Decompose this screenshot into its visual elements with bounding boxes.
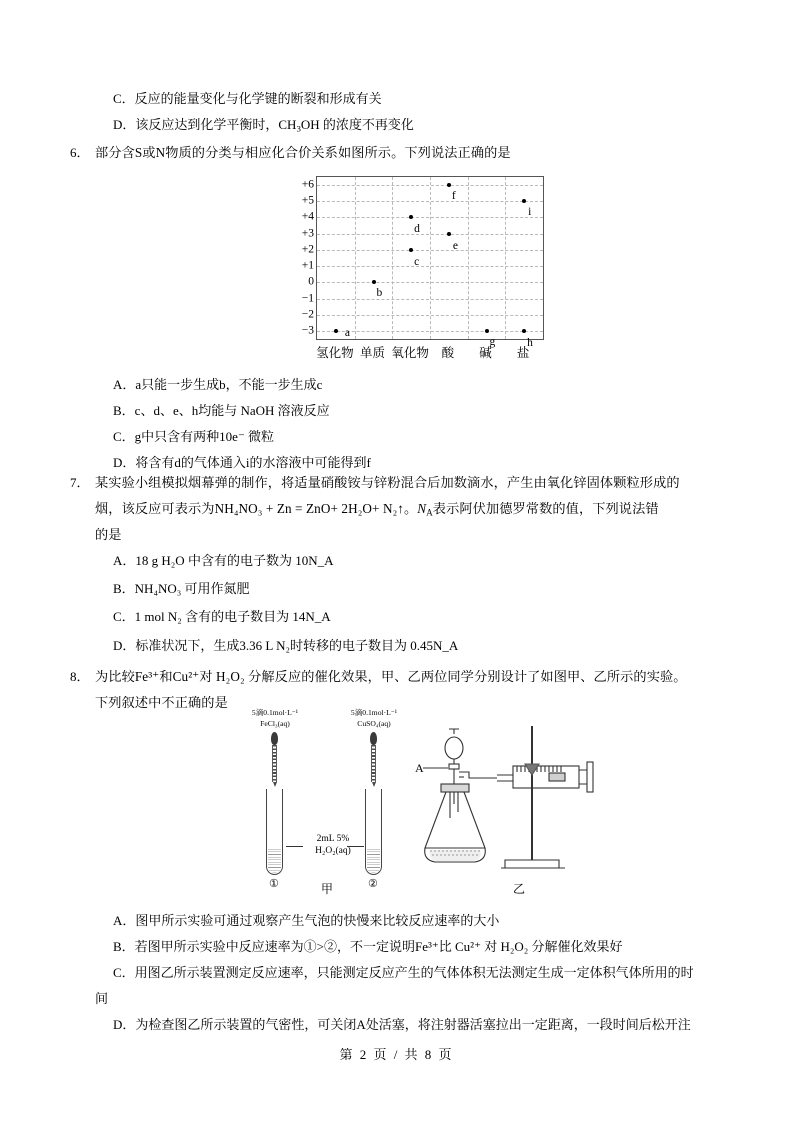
figure-yi-caption: 乙 xyxy=(513,882,526,896)
tube2-dropper-icon xyxy=(370,732,377,787)
tube2-dropper-label-line2: CuSO₄(aq) xyxy=(357,719,391,728)
test-tube-1-number: ① xyxy=(269,878,279,890)
chart-x-tick-label: 盐 xyxy=(516,346,530,360)
q7-stem-line2-a: 烟，该反应可表示为 xyxy=(95,501,215,516)
point-a-label: A xyxy=(415,761,424,775)
q7-equation: NH₄NO₃ + Zn = ZnO+ 2H₂O+ N₂↑ xyxy=(214,501,404,516)
tube1-dropper-label-line1: 5滴0.1mol·L⁻¹ xyxy=(251,708,299,717)
figure-jia-apparatus xyxy=(230,705,420,895)
q7-stem-line1: 某实验小组模拟烟幕弹的制作，将适量硝酸铵与锌粉混合后加数滴水，产生由氧化锌固体颗粒形成的 xyxy=(95,475,680,490)
q5-option-d-post: OH 的浓度不再变化 xyxy=(300,117,414,132)
q7-na-sub: A xyxy=(426,507,433,518)
q8-option-b: B．若图甲所示实验中反应速率为①>②，不一定说明Fe³⁺比 Cu²⁺ 对 H₂O₂ 分解催化效果好 xyxy=(113,939,623,954)
tube1-dropper-label-line2: FeCl₃(aq) xyxy=(260,719,290,728)
chart-data-point xyxy=(447,232,451,236)
q8-option-d: D．为检查图乙所示装置的气密性，可关闭A处活塞，将注射器活塞拉出一定距离，一段时间后松开注 xyxy=(113,1017,691,1032)
figure-yi-apparatus xyxy=(413,720,613,890)
page-footer: 第 2 页 / 共 8 页 xyxy=(339,1047,454,1062)
tube2-dropper-label-line1: 5滴0.1mol·L⁻¹ xyxy=(350,708,398,717)
chart-gridline-vertical xyxy=(468,177,469,339)
q5-option-d xyxy=(113,112,414,141)
tube1-dropper-stem-icon xyxy=(272,745,277,782)
q7-stem-line2 xyxy=(95,496,659,526)
test-tube-2 xyxy=(365,789,382,875)
chart-point-label: f xyxy=(451,190,456,202)
chart-x-tick-label: 单质 xyxy=(359,346,386,360)
q5-option-d-sub: 3 xyxy=(296,123,301,134)
chart-y-tick-label: −3 xyxy=(301,324,314,337)
chart-data-point xyxy=(447,183,451,187)
chart-x-tick-label: 碱 xyxy=(479,346,492,360)
chart-point-label: i xyxy=(528,206,532,219)
q7-option-b: B．NH₄NO₃ 可用作氮肥 xyxy=(113,581,250,596)
figure-yi-svg xyxy=(413,720,613,890)
q8-option-c-wrap: 间 xyxy=(95,991,109,1006)
chart-y-tick-label: +1 xyxy=(301,259,314,272)
center-reagent-label xyxy=(304,833,362,857)
chart-y-tick-label: −2 xyxy=(301,308,314,321)
chart-point-label: c xyxy=(414,255,420,268)
chart-data-point xyxy=(334,329,338,333)
chart-point-label: g xyxy=(489,336,496,348)
test-tube-1 xyxy=(266,789,283,875)
chart-point-label: b xyxy=(376,287,383,300)
chart-y-tick-label: +4 xyxy=(301,210,314,223)
q5-option-c: C．反应的能量变化与化学键的断裂和形成有关 xyxy=(113,91,382,106)
chart-y-tick-label: +3 xyxy=(301,226,314,239)
chart-data-point xyxy=(522,329,526,333)
chart-y-tick-label: +5 xyxy=(301,194,314,207)
q7-number: 7． xyxy=(70,475,90,490)
chart-y-tick-label: 0 xyxy=(308,275,314,288)
q6-option-a: A．a只能一步生成b，不能一步生成c xyxy=(113,377,323,392)
test-tube-1-liquid xyxy=(268,847,281,873)
chart-x-tick-label: 氢化物 xyxy=(316,346,354,360)
chart-point-label: a xyxy=(344,327,350,339)
q8-option-c: C．用图乙所示装置测定反应速率，只能测定反应产生的气体体积无法测定生成一定体积气体所用的时 xyxy=(113,965,694,980)
tube1-dropper-icon xyxy=(271,732,278,787)
leader-line-left xyxy=(286,846,303,847)
q6-number: 6． xyxy=(70,145,90,160)
chart-y-tick-label: +6 xyxy=(301,178,314,191)
q7-stem-line2-c: 表示阿伏加德罗常数的值，下列说法错 xyxy=(432,501,659,516)
leader-line-right xyxy=(347,846,364,847)
q7-option-a: A．18 g H₂O 中含有的电子数为 10N_A xyxy=(113,553,334,568)
chart-x-tick-label: 氧化物 xyxy=(391,346,429,360)
chart-gridline-vertical xyxy=(505,177,506,339)
oxidation-state-scatter-chart xyxy=(301,176,544,349)
q6-option-c: C．g中只含有两种10e⁻ 微粒 xyxy=(113,429,275,444)
q6-option-d: D．将含有d的气体通入i的水溶液中可能得到f xyxy=(113,455,371,470)
tube1-dropper-label xyxy=(232,707,318,729)
chart-data-point xyxy=(522,199,526,203)
center-reagent-line2: H₂O₂(aq) xyxy=(315,846,351,856)
test-tube-2-number: ② xyxy=(368,878,378,890)
q7-option-d: D．标准状况下，生成3.36 L N₂时转移的电子数目为 0.45N_A xyxy=(113,638,459,653)
q7-stem-line2-b: 。 xyxy=(404,501,418,516)
tube1-dropper-bulb-icon xyxy=(271,732,278,745)
tube2-dropper-tip-icon xyxy=(372,782,376,787)
q8-option-a: A．图甲所示实验可通过观察产生气泡的快慢来比较反应速率的大小 xyxy=(113,913,500,928)
tube1-dropper-tip-icon xyxy=(273,782,277,787)
chart-data-point xyxy=(409,248,413,252)
chart-data-point xyxy=(372,280,376,284)
chart-point-label: e xyxy=(452,239,458,252)
q6-stem: 部分含S或N物质的分类与相应化合价关系如图所示。下列说法正确的是 xyxy=(95,145,511,160)
chart-y-tick-label: +2 xyxy=(301,243,314,256)
q7-stem-line3: 的是 xyxy=(95,527,122,542)
chart-point-label: h xyxy=(527,337,533,349)
q7-na-symbol: N xyxy=(417,501,427,516)
chart-gridline-vertical xyxy=(355,177,356,339)
q7-option-c: C．1 mol N₂ 含有的电子数目为 14N_A xyxy=(113,609,331,624)
q8-number: 8． xyxy=(70,669,90,684)
chart-gridline-vertical xyxy=(430,177,431,339)
chart-x-tick-label: 酸 xyxy=(441,346,455,360)
q6-option-b: B．c、d、e、h均能与 NaOH 溶液反应 xyxy=(113,403,330,418)
chart-data-point xyxy=(409,215,413,219)
tube2-dropper-bulb-icon xyxy=(370,732,377,745)
chart-gridline-vertical xyxy=(392,177,393,339)
chart-data-point xyxy=(485,329,489,333)
q8-stem-line1: 为比较Fe³⁺和Cu²⁺对 H₂O₂ 分解反应的催化效果，甲、乙两位同学分别设计了如图甲、乙所示的实验。 xyxy=(95,669,687,684)
chart-point-label: d xyxy=(414,223,420,236)
chart-y-tick-label: −1 xyxy=(301,291,314,304)
center-reagent-line1: 2mL 5% xyxy=(316,834,350,844)
tube2-dropper-label xyxy=(331,707,417,729)
figure-jia-caption: 甲 xyxy=(321,882,334,896)
tube2-dropper-stem-icon xyxy=(371,745,376,782)
test-tube-2-liquid xyxy=(367,847,380,873)
q8-stem-line2: 下列叙述中不正确的是 xyxy=(95,695,228,710)
q5-option-d-pre: D．该反应达到化学平衡时，CH xyxy=(113,117,297,132)
